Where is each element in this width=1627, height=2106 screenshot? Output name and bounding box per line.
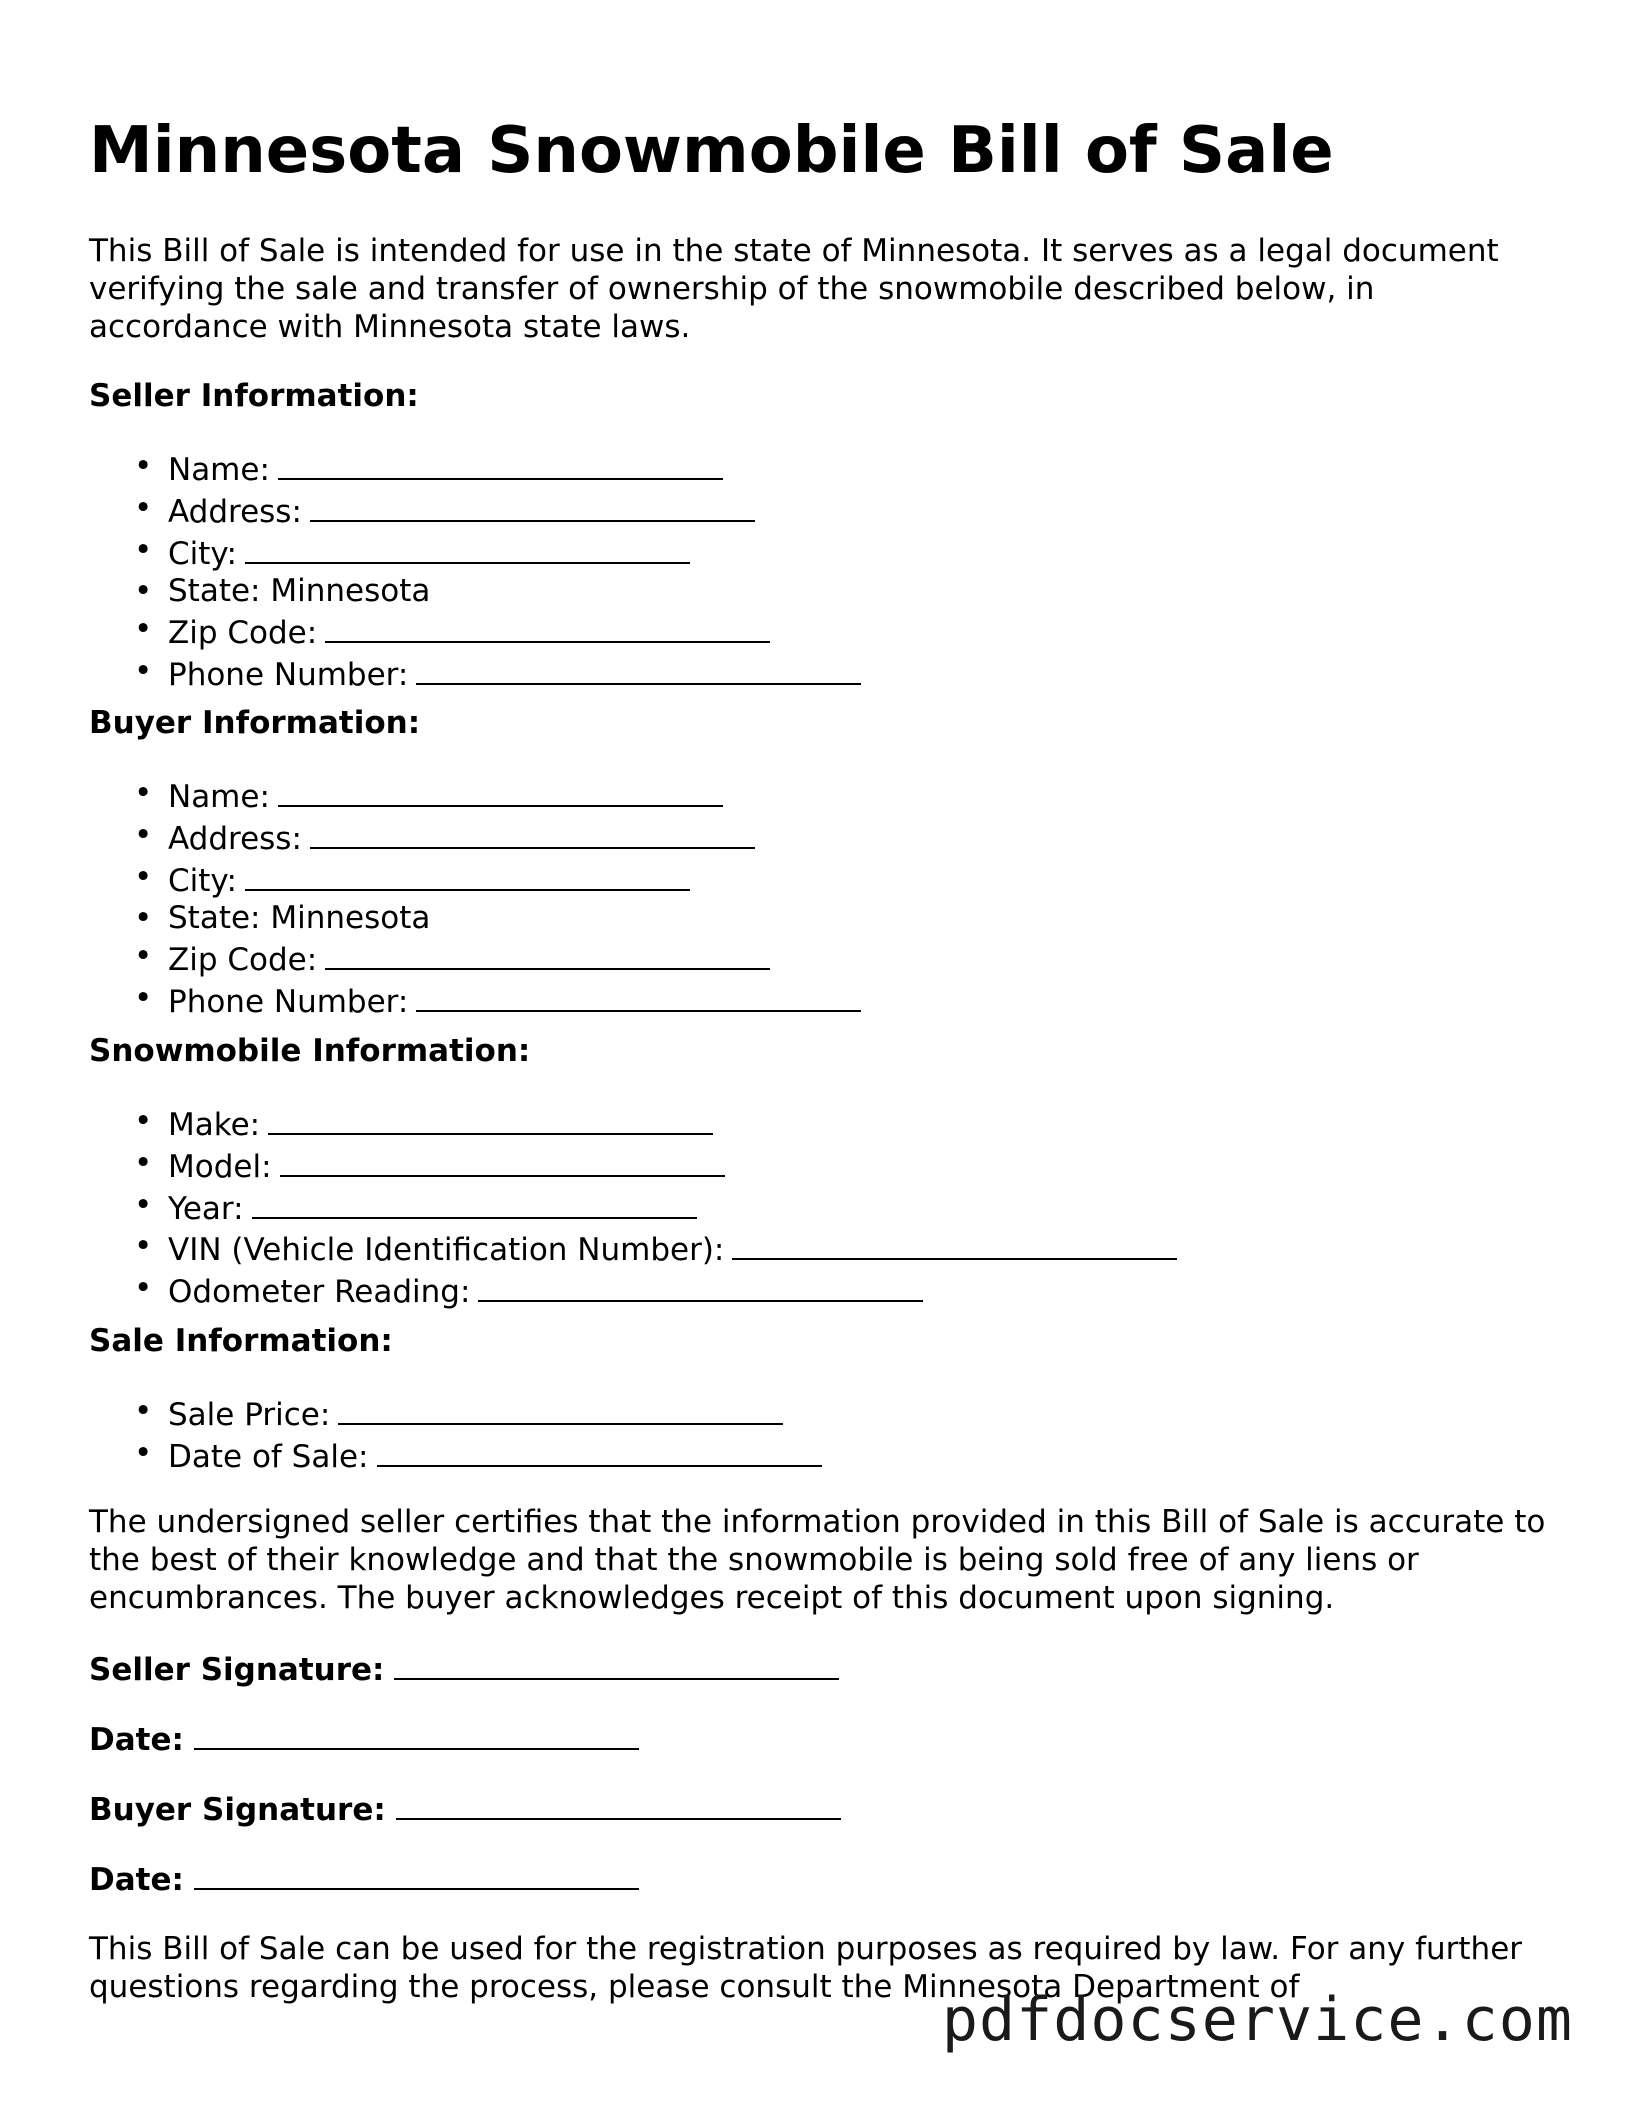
sale-heading: Sale Information:: [89, 1323, 393, 1359]
date-of-sale-blank[interactable]: [377, 1435, 822, 1467]
watermark: pdfdocservice.com: [941, 1985, 1573, 2055]
buyer-address-blank[interactable]: [310, 817, 755, 849]
buyer-phone-field[interactable]: • Phone Number:: [168, 980, 861, 1022]
seller-phone-blank[interactable]: [416, 653, 861, 685]
seller-zip-field[interactable]: • Zip Code:: [168, 611, 861, 653]
closing-paragraph: This Bill of Sale can be used for the registration purposes as required by law. For any further questions regarding the process, please consult the Minnesota Department of: [89, 1931, 1523, 2005]
odometer-field[interactable]: • Odometer Reading:: [168, 1270, 1177, 1312]
buyer-signature-blank[interactable]: [396, 1788, 841, 1820]
buyer-phone-blank[interactable]: [416, 980, 861, 1012]
buyer-date-blank[interactable]: [194, 1858, 639, 1890]
buyer-heading: Buyer Information:: [89, 705, 421, 741]
year-field[interactable]: • Year:: [168, 1187, 1177, 1229]
model-field[interactable]: • Model:: [168, 1145, 1177, 1187]
vin-blank[interactable]: [732, 1228, 1177, 1260]
year-blank[interactable]: [252, 1187, 697, 1219]
seller-fields: [89, 448, 861, 695]
seller-date-line[interactable]: Date:: [89, 1718, 639, 1759]
buyer-city-blank[interactable]: [245, 859, 690, 891]
seller-address-field[interactable]: • Address:: [168, 490, 861, 532]
seller-zip-blank[interactable]: [325, 611, 770, 643]
sale-price-blank[interactable]: [338, 1393, 783, 1425]
buyer-name-blank[interactable]: [278, 775, 723, 807]
seller-signature-line[interactable]: Seller Signature:: [89, 1648, 839, 1689]
document-title: Minnesota Snowmobile Bill of Sale: [89, 114, 1334, 188]
date-of-sale-field[interactable]: • Date of Sale:: [168, 1435, 822, 1477]
buyer-fields: [89, 775, 861, 1022]
seller-phone-field[interactable]: • Phone Number:: [168, 653, 861, 695]
sale-fields: [89, 1393, 822, 1477]
model-blank[interactable]: [280, 1145, 725, 1177]
buyer-zip-blank[interactable]: [325, 938, 770, 970]
buyer-address-field[interactable]: • Address:: [168, 817, 861, 859]
seller-state-field: • State: Minnesota: [168, 573, 861, 611]
certification-paragraph: The undersigned seller certifies that the information provided in this Bill of Sale is accurate to the best of their knowledge and that the snowmobile is being sold free of any liens or encumbrances. The buyer acknowledges receipt of this document upon signing.: [89, 1504, 1546, 1616]
seller-city-field[interactable]: • City:: [168, 532, 861, 574]
make-blank[interactable]: [268, 1103, 713, 1135]
seller-date-blank[interactable]: [194, 1718, 639, 1750]
buyer-state-field: • State: Minnesota: [168, 900, 861, 938]
buyer-city-field[interactable]: • City:: [168, 859, 861, 901]
seller-signature-blank[interactable]: [394, 1648, 839, 1680]
intro-paragraph: This Bill of Sale is intended for use in the state of Minnesota. It serves as a legal document verifying the sale and transfer of ownership of the snowmobile described below, in accordance with Minnesota state laws.: [89, 233, 1499, 345]
seller-name-blank[interactable]: [278, 448, 723, 480]
buyer-zip-field[interactable]: • Zip Code:: [168, 938, 861, 980]
vin-field[interactable]: • VIN (Vehicle Identification Number):: [168, 1228, 1177, 1270]
odometer-blank[interactable]: [478, 1270, 923, 1302]
seller-address-blank[interactable]: [310, 490, 755, 522]
snowmobile-heading: Snowmobile Information:: [89, 1033, 531, 1069]
buyer-signature-line[interactable]: Buyer Signature:: [89, 1788, 841, 1829]
seller-city-blank[interactable]: [245, 532, 690, 564]
buyer-date-line[interactable]: Date:: [89, 1858, 639, 1899]
seller-heading: Seller Information:: [89, 378, 419, 414]
snowmobile-fields: [89, 1103, 1177, 1312]
buyer-name-field[interactable]: • Name:: [168, 775, 861, 817]
make-field[interactable]: • Make:: [168, 1103, 1177, 1145]
seller-name-field[interactable]: • Name:: [168, 448, 861, 490]
sale-price-field[interactable]: • Sale Price:: [168, 1393, 822, 1435]
